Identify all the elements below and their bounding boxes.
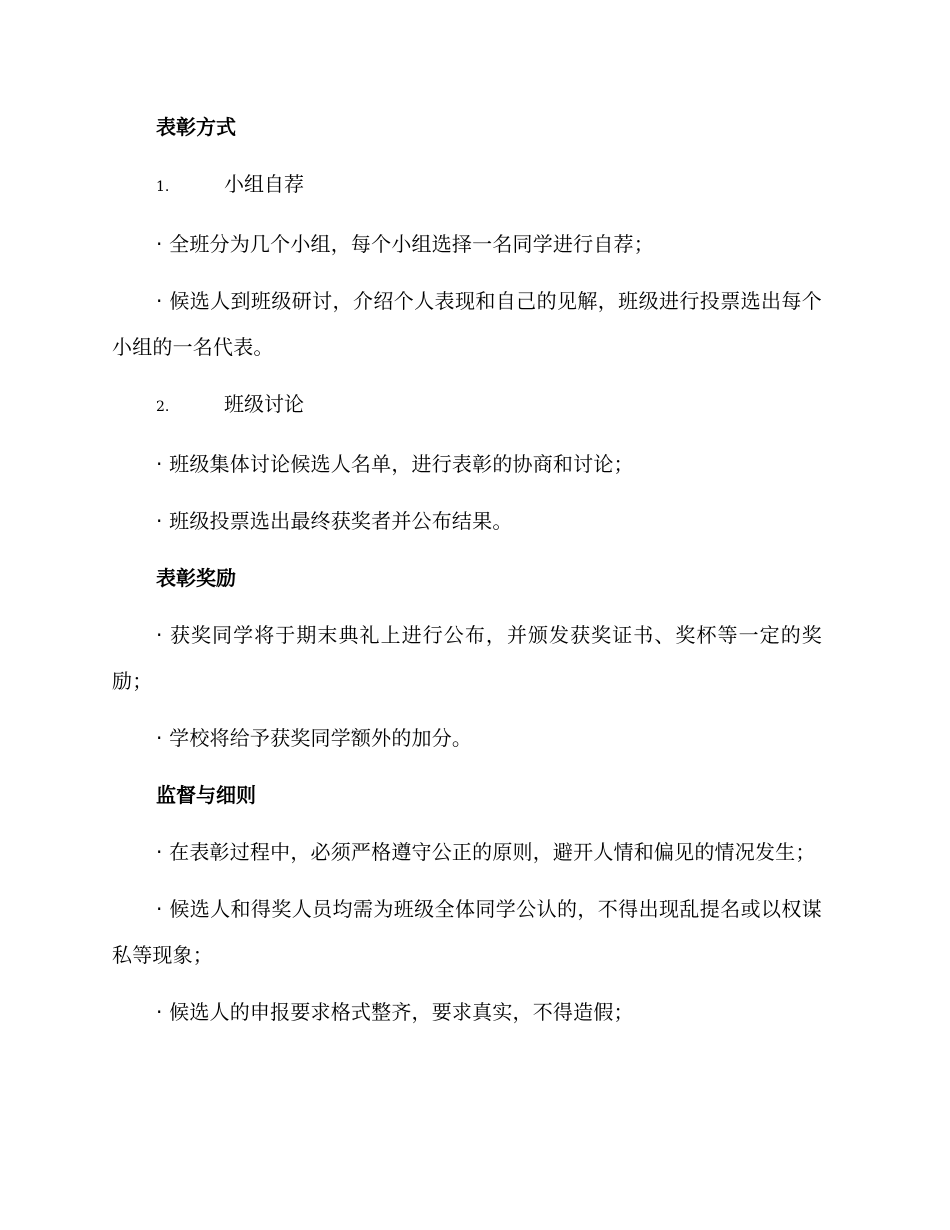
document-body	[112, 104, 822, 1046]
section-heading-commendation-rewards: 表彰奖励	[156, 566, 236, 590]
bullet-paragraph: · 全班分为几个小组，每个小组选择一名同学进行自荐；	[156, 232, 654, 256]
section-heading-commendation-method: 表彰方式	[156, 115, 236, 139]
bullet-paragraph: · 在表彰过程中，必须严格遵守公正的原则，避开人情和偏见的情况发生；	[156, 840, 816, 864]
item-number: 1.	[156, 179, 170, 195]
section-heading-supervision-rules: 监督与细则	[156, 783, 256, 807]
bullet-paragraph: · 候选人和得奖人员均需为班级全体同学公认的，不得出现乱提名或以权谋私等现象；	[112, 897, 822, 967]
numbered-item-group-self-recommend	[112, 161, 822, 210]
bullet-paragraph: · 候选人到班级研讨，介绍个人表现和自己的见解，班级进行投票选出每个小组的一名代表。	[112, 289, 822, 359]
bullet-paragraph: · 班级集体讨论候选人名单，进行表彰的协商和讨论；	[156, 452, 634, 476]
bullet-paragraph: · 获奖同学将于期末典礼上进行公布，并颁发获奖证书、奖杯等一定的奖励；	[112, 623, 822, 693]
item-label: 班级讨论	[224, 392, 304, 416]
item-number: 2.	[156, 399, 170, 415]
numbered-item-class-discussion	[112, 381, 822, 430]
bullet-paragraph: · 学校将给予获奖同学额外的加分。	[156, 726, 473, 750]
item-label: 小组自荐	[224, 172, 304, 196]
bullet-paragraph: · 班级投票选出最终获奖者并公布结果。	[156, 509, 513, 533]
bullet-paragraph: · 候选人的申报要求格式整齐，要求真实，不得造假；	[156, 1000, 634, 1024]
